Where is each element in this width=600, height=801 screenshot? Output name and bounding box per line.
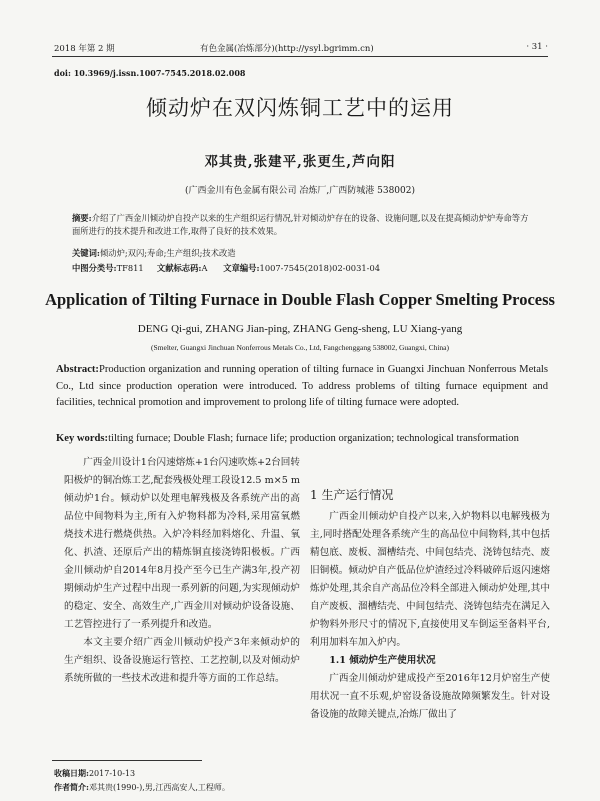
author-bio: 邓其贵(1990-),男,江西高安人,工程师。	[88, 783, 230, 792]
intro-paragraph-2: 本文主要介绍广西金川倾动炉投产3年来倾动炉的生产组织、设备设施运行管控、工艺控制,以及对倾动炉系统所做的一些技术改进和提升等方面的工作总结。	[64, 637, 300, 684]
article-number-label: 文章编号:	[223, 263, 260, 273]
author-bio-label: 作者简介:	[54, 782, 89, 792]
abstract-chinese	[72, 212, 534, 238]
doc-code-label: 文献标志码:	[156, 263, 202, 273]
keywords-english-label: Key words:	[56, 433, 109, 444]
abstract-english-label: Abstract:	[56, 364, 99, 375]
header-divider	[52, 56, 548, 57]
journal-issue: 2018 年第 2 期	[54, 44, 115, 54]
section-1-paragraph-2: 广西金川倾动炉建成投产至2016年12月炉窑生产使用状况一直不乐观,炉窑设备设施故障频繁发生。针对设备设施的故障关键点,冶炼厂做出了	[310, 673, 550, 720]
body-left-column	[64, 454, 300, 688]
authors-english: DENG Qi-gui, ZHANG Jian-ping, ZHANG Geng-sheng, LU Xiang-yang	[137, 323, 463, 335]
subsection-1-1-heading: 1.1 倾动炉生产使用状况	[329, 655, 436, 666]
keywords-chinese-text: 倾动炉;双闪;寿命;生产组织;技术改造	[99, 248, 236, 258]
footnote-divider	[52, 760, 202, 761]
classification-line	[72, 262, 380, 274]
article-number: 1007-7545(2018)02-0031-04	[259, 263, 381, 273]
authors-chinese: 邓其贵,张建平,张更生,芦向阳	[204, 154, 396, 170]
page-number: · 31 ·	[526, 42, 548, 52]
footnote-author	[54, 782, 230, 793]
footnote-received	[54, 768, 135, 779]
doi: doi: 10.3969/j.issn.1007-7545.2018.02.008	[54, 68, 246, 78]
title-english: Application of Tilting Furnace in Double Flash Copper Smelting Process	[45, 290, 555, 309]
keywords-chinese-label: 关键词:	[72, 248, 100, 258]
affiliation-english: (Smelter, Guangxi Jinchuan Nonferrous Metals Co., Ltd, Fangchenggang 538002, Guangxi, China)	[151, 343, 449, 352]
body-right-column	[310, 508, 550, 724]
section-1-heading: 1 生产运行情况	[310, 488, 394, 502]
abstract-english-text: Production organization and running operation of tilting furnace in Guangxi Jinchuan Nonferrous Metals Co., Ltd since production operation were introduced. To address problems of tilting furnace equipment and facilities, technical promotion and improvement to prolong life of tilting furnace were adopted.	[56, 364, 548, 408]
intro-paragraph-1: 广西金川设计1台闪速熔炼+1台闪速吹炼+2台回转阳极炉的铜冶炼工艺,配套残极处理工段设12.5 m×5 m倾动炉1台。倾动炉以处理电解残极及各系统产出的高品位中间物料为主,所有入炉物料都为冷料,采用富氧燃烧技术进行燃烧供热。入炉冷料经加料熔化、升温、氧化、扒渣、还原后产出的精炼铜直接浇铸阳极板。广西金川倾动炉自2014年8月投产至今已生产满3年,投产初期倾动炉生产过程中出现一系列新的问题,为实现倾动炉的稳定、安全、高效生产,广西金川对倾动炉设备设施、工艺管控进行了一系列提升和改造。	[64, 457, 300, 630]
abstract-chinese-label: 摘要:	[72, 213, 92, 223]
keywords-chinese	[72, 247, 534, 260]
clc-code: TF811	[116, 263, 144, 273]
keywords-english	[56, 431, 548, 448]
received-label: 收稿日期:	[54, 768, 89, 778]
affiliation-chinese: (广西金川有色金属有限公司 冶炼厂,广西防城港 538002)	[185, 186, 415, 196]
section-1-paragraph-1: 广西金川倾动炉自投产以来,入炉物料以电解残极为主,同时搭配处理各系统产生的高品位中间物料,其中包括精包底、废板、溜槽结壳、中间包结壳、浇铸包结壳、废旧铜模。倾动炉自产低品位炉渣经过冷料破碎后返闪速熔炼炉处理,其余自产高品位冷料全部进入倾动炉处理,其中自产废板、溜槽结壳、中间包结壳、浇铸包结壳在满足入炉物料外形尺寸的情况下,直接使用叉车倒运至备料平台,利用加料车加入炉内。	[310, 511, 550, 648]
abstract-chinese-text: 介绍了广西金川倾动炉自投产以来的生产组织运行情况,针对倾动炉存在的设备、设施问题,以及在提高倾动炉炉寿命等方面所进行的技术提升和改进工作,取得了良好的技术效果。	[72, 213, 529, 236]
title-chinese: 倾动炉在双闪炼铜工艺中的运用	[146, 96, 454, 120]
keywords-english-text: tilting furnace; Double Flash; furnace life; production organization; technological transformation	[108, 433, 519, 444]
journal-name: 有色金属(冶炼部分)(http://ysyl.bgrimm.cn)	[200, 44, 374, 54]
clc-label: 中图分类号:	[72, 263, 117, 273]
doc-code: A	[201, 263, 208, 273]
received-date: 2017-10-13	[88, 769, 136, 778]
abstract-english	[56, 362, 548, 412]
